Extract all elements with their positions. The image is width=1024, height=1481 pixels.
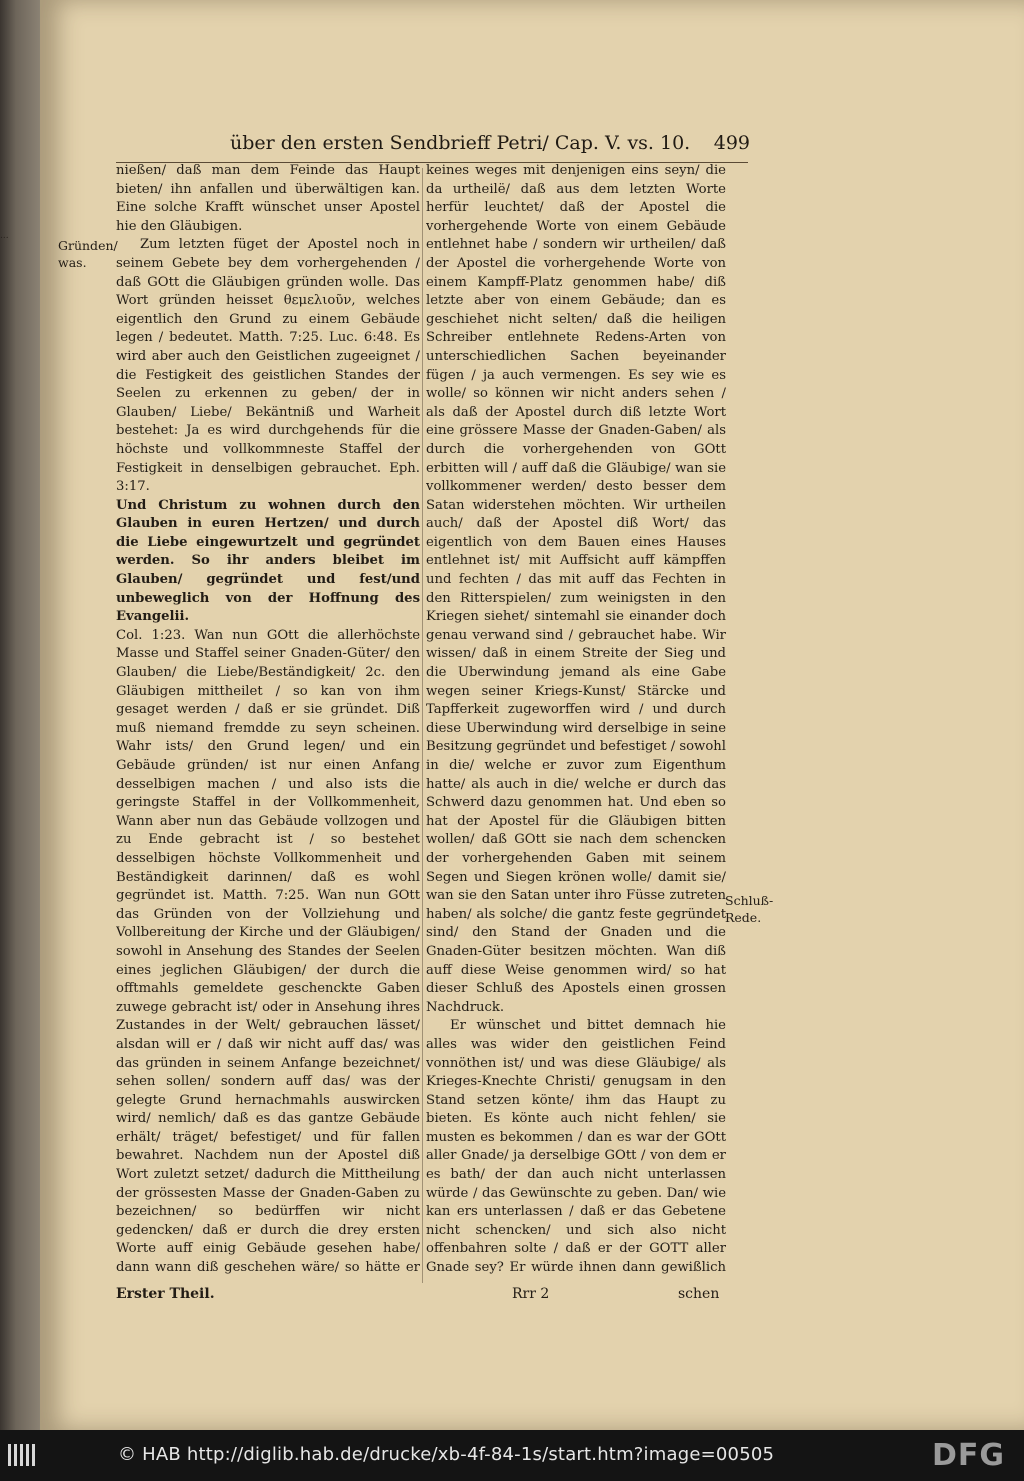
left-column — [116, 162, 420, 1277]
previous-page-fragment: ... — [0, 231, 9, 241]
right-paragraph-2: Er wünschet und bittet demnach hie alles was wider den geistlichen Feind vonnöthen ist/ und was diese Gläubige/ als Krieges-Knechte Christi/ genugsam in den Stand setzen könte/ ihm das Haupt zu bieten. Es könte auch nicht fehlen/ sie musten es bekommen / dan es war der GOtt aller Gnade/ ja derselbige GOtt / von dem er es bath/ der dan auch nicht unterlassen würde / das Gewünschte zu geben. Dan/ wie kan ers unterlassen / daß er das Gebetene nicht schencken/ und sich also nicht offenbahren solte / daß er der GOTT aller Gnade sey? Er würde ihnen dann gewißlich — [426, 1018, 726, 1276]
page-number: 499 — [713, 132, 750, 154]
left-scripture-quote: Und Christum zu wohnen durch den Glauben in euren Hertzen/ und durch die Liebe eingewurtzelt und gegründet werden. So ihr anders bleibet im Glauben/ gegründet und fest/und unbeweglich von der Hoffnung des Evangelii. — [116, 497, 420, 625]
gathering-mark: Rrr 2 — [512, 1286, 550, 1302]
running-header — [230, 132, 750, 158]
signature-line: Erster Theil. — [116, 1286, 215, 1302]
dfg-logo: DFG — [932, 1438, 1006, 1473]
column-separator — [422, 168, 423, 1283]
hab-logo-icon — [6, 1440, 40, 1470]
right-column — [426, 162, 726, 1277]
viewer-footer-bar — [0, 1430, 1024, 1481]
header-title: über den ersten Sendbrieff Petri/ Cap. V. vs. 10. — [230, 132, 691, 154]
left-paragraph-2: Zum letzten füget der Apostel noch in seinem Gebete bey dem vorhergehenden / daß GOtt die Gläubigen gründen wolle. Das Wort gründen heisset θεμελιοῦν, welches eigentlich den Grund zu einem Gebäude legen / bedeutet. Matth. 7:25. Luc. 6:48. Es wird aber auch den Geistlichen zugeeignet / die Festigkeit des geistlichen Standes der Seelen zu erkennen zu geben/ der in Glauben/ Liebe/ Bekäntniß und Warheit bestehet: Ja es wird durchgehends für die höchste und vollkommneste Staffel der Festigkeit in denselbigen gebrauchet. Eph. 3:17. — [116, 237, 420, 495]
left-paragraph-3: Col. 1:23. Wan nun GOtt die allerhöchste Masse und Staffel seiner Gnaden-Güter/ den Glauben/ die Liebe/Beständigkeit/ 2c. den Gläubigen mittheilet / so kan von ihm gesaget werden / daß er sie gründet. Diß muß niemand fremdde zu seyn scheinen. Wahr ists/ den Grund legen/ und ein Gebäude gründen/ ist nur einen Anfang desselbigen machen / und also ists die geringste Staffel in der Vollkommenheit, Wann aber nun das Gebäude vollzogen und zu Ende gebracht ist / so bestehet desselbigen höchste Vollkommenheit und Beständigkeit darinnen/ daß es wohl gegründet ist. Matth. 7:25. Wan nun GOtt das Gründen von der Vollziehung und Vollbereitung der Kirche und der Gläubigen/ sowohl in Ansehung des Standes der Seelen eines jeglichen Gläubigen/ der durch die offtmahls gemeldete geschenckte Gaben zuwege gebracht ist/ oder in Ansehung ihres Zustandes in der Welt/ gebrauchen lässet/ alsdan will er / daß wir nicht auff das/ was das gründen in seinem Anfange bezeichnet/ sehen sollen/ sondern auff das/ was der gelegte Grund hernachmahls auswircken wird/ nemlich/ daß es das gantze Gebäude erhält/ träget/ befestiget/ und für fallen bewahret. Nachdem nun der Apostel diß Wort zuletzt setzet/ dadurch die Mittheilung der grössesten Masse der Gnaden-Gaben zu bezeichnen/ so bedürffen wir nicht gedencken/ daß er durch die drey ersten Worte auff einig Gebäude gesehen habe/ dann wann diß geschehen wäre/ so hätte er — [116, 627, 420, 1276]
source-credit-link[interactable]: © HAB http://diglib.hab.de/drucke/xb-4f-84-1s/start.htm?image=00505 — [118, 1444, 775, 1465]
margin-note-left: Gründen/ was. — [58, 238, 118, 270]
margin-note-right: Schluß-Rede. — [725, 893, 774, 925]
catchword: schen — [678, 1286, 720, 1302]
right-paragraph-1: keines weges mit denjenigen eins seyn/ die da urtheilë/ daß aus dem letzten Worte herfür leuchtet/ daß der Apostel die vorhergehende Worte von einem Gebäude entlehnet habe / sondern wir urtheilen/ daß der Apostel die vorhergehende Worte von einem Kampff-Platz genommen habe/ diß letzte aber von einem Gebäude; dan es geschiehet nicht selten/ daß die heiligen Schreiber entlehnete Redens-Arten von unterschiedlichen Sachen beyeinander fügen / ja auch vermengen. Es sey wie es wolle/ so können wir nicht anders sehen / als daß der Apostel durch diß letzte Wort eine grössere Masse der Gnaden-Gaben/ als durch die vorhergehenden von GOtt erbitten will / auff daß die Gläubige/ wan sie vollkommener werden/ desto besser dem Satan widerstehen möchten. Wir urtheilen auch/ daß der Apostel diß Wort/ das eigentlich von dem Bauen eines Hauses entlehnet ist/ mit Auffsicht auff kämpffen und fechten / das mit auff das Fechten in den Ritterspielen/ zum weinigsten in den Kriegen siehet/ sintemahl sie einander doch genau verwand sind / gebrauchet habe. Wir wissen/ daß in einem Streite der Sieg und die Uberwindung jemand als eine Gabe wegen seiner Kriegs-Kunst/ Stärcke und Tapfferkeit zugeworffen wird / und durch diese Uberwindung wird derselbige in seine Besitzung gegründet und befestiget / sowohl in die/ welche er zuvor zum Eigenthum hatte/ als auch in die/ welche er durch das Schwerd dazu genommen hat. Und eben so hat der Apostel für die Gläubigen bitten wollen/ daß GOtt sie nach dem schencken der vorhergehenden Gaben mit seinem Segen und Siegen krönen wolle/ damit sie/ wan sie den Satan unter ihro Füsse zutreten haben/ als solche/ die gantz feste gegründet sind/ den Stand der Gnaden und die Gnaden-Güter besitzen möchten. Wan diß auff diese Weise genommen wird/ so hat dieser Schluß des Apostels einen grossen Nachdruck. — [426, 163, 726, 1015]
scan-book-edge — [0, 0, 40, 1430]
left-paragraph-1: nießen/ daß man dem Feinde das Haupt bieten/ ihn anfallen und überwältigen kan. Eine solche Krafft wünschet unser Apostel hie den Gläubigen. — [116, 163, 420, 234]
